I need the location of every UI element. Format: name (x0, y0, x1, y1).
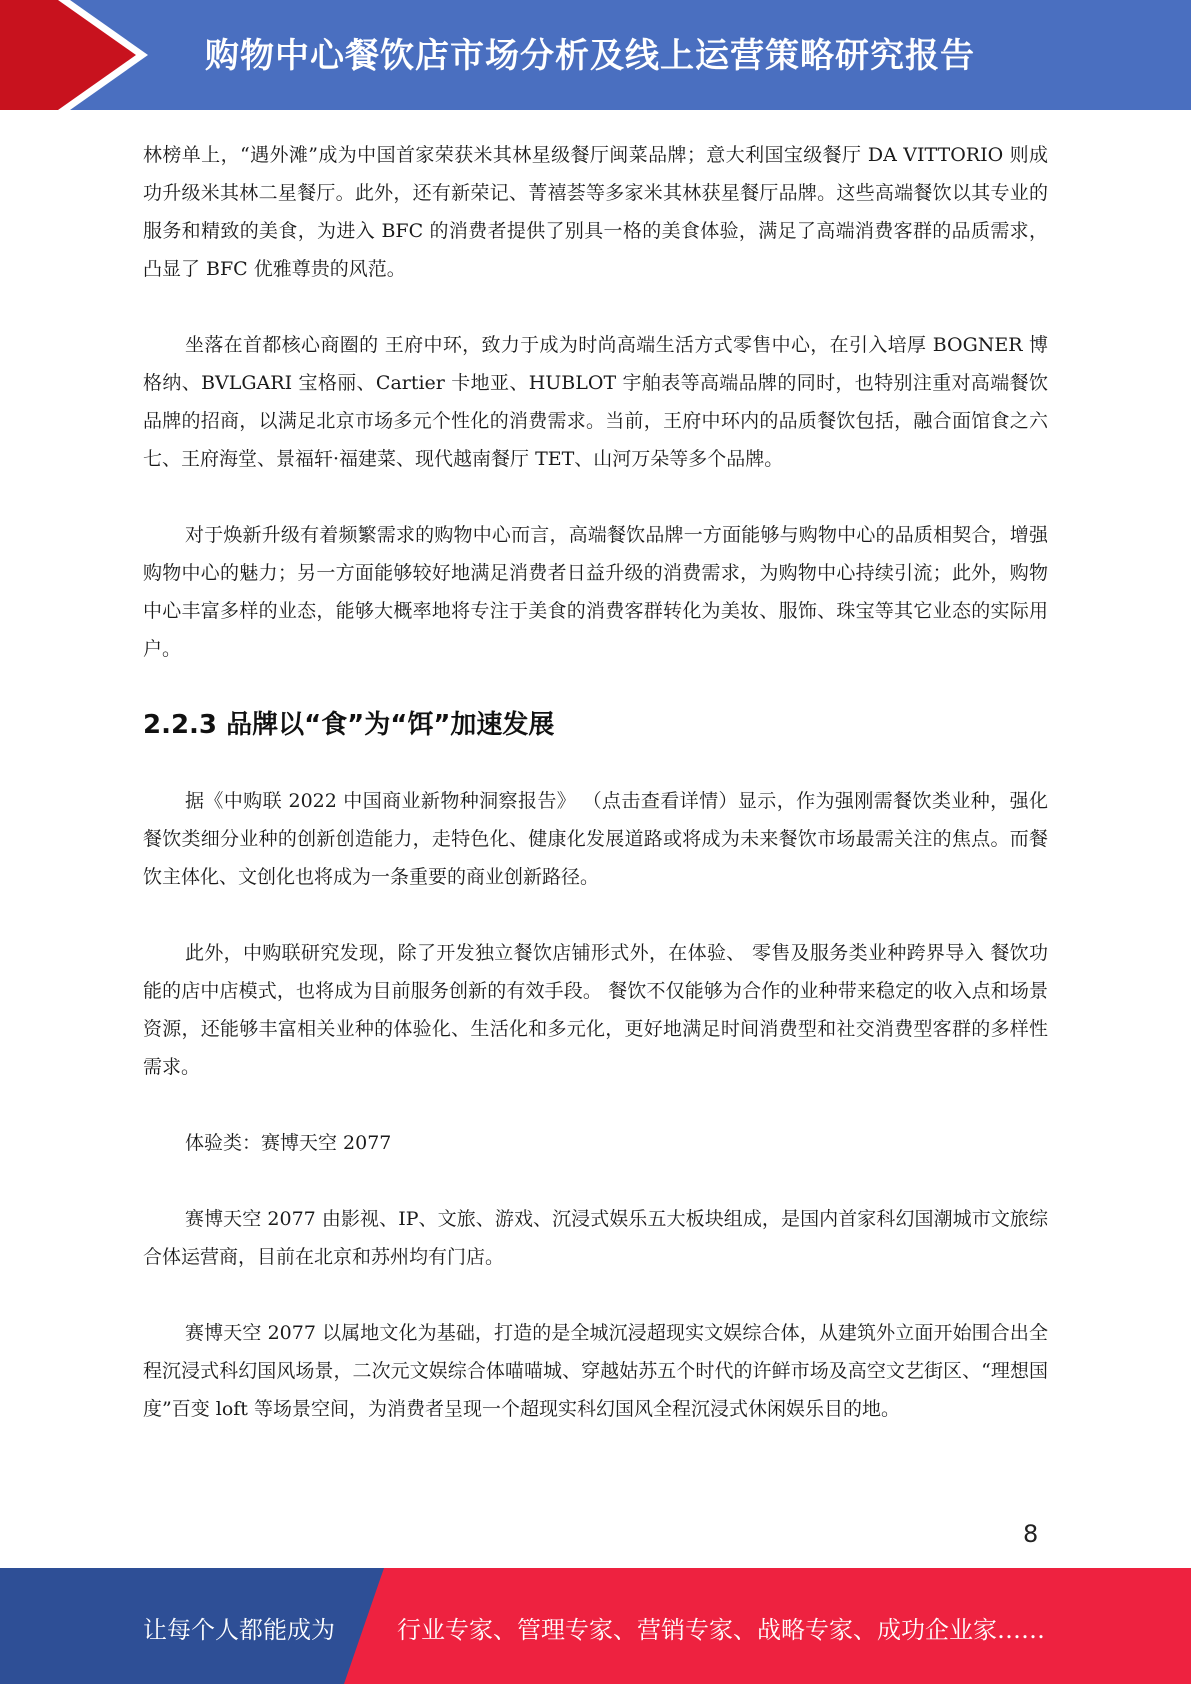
section-heading: 2.2.3 品牌以“食”为“饵”加速发展 (143, 710, 555, 740)
paragraph-report-insight: 据《中购联 2022 中国商业新物种洞察报告》 （点击查看详情）显示，作为强刚需餐饮类业种，强化餐饮类细分业种的创新创造能力，走特色化、健康化发展道路或将成为未来餐饮市场最需关注的焦点。而餐饮主体化、文创化也将成为一条重要的商业创新路径。 (143, 790, 1048, 888)
paragraph-cyber-sky-detail: 赛博天空 2077 以属地文化为基础，打造的是全城沉浸超现实文娱综合体，从建筑外立面开始围合出全程沉浸式科幻国风场景，二次元文娱综合体喵喵城、穿越姑苏五个时代的许鲜市场及高空文艺街区、“理想国度”百变 loft 等场景空间，为消费者呈现一个超现实科幻国风全程沉浸式休闲娱乐目的地。 (143, 1322, 1048, 1420)
paragraph-bfc-dining: 林榜单上，“遇外滩”成为中国首家荣获米其林星级餐厅闽菜品牌；意大利国宝级餐厅 DA VITTORIO 则成功升级米其林二星餐厅。此外，还有新荣记、菁禧荟等多家米其林获星餐厅品牌。这些高端餐饮以其专业的服务和精致的美食，为进入 BFC 的消费者提供了别具一格的美食体验，满足了高端消费客群的品质需求，凸显了 BFC 优雅尊贵的风范。 (143, 144, 1048, 280)
page-footer (0, 1568, 1191, 1684)
paragraph-experience-label: 体验类：赛博天空 2077 (185, 1132, 392, 1154)
page-header (0, 0, 1191, 110)
document-body (143, 136, 1048, 1466)
paragraph-mall-upgrade: 对于焕新升级有着频繁需求的购物中心而言，高端餐饮品牌一方面能够与购物中心的品质相契合，增强购物中心的魅力；另一方面能够较好地满足消费者日益升级的消费需求，为购物中心持续引流；此外，购物中心丰富多样的业态，能够大概率地将专注于美食的消费客群转化为美妆、服饰、珠宝等其它业态的实际用户。 (143, 524, 1048, 660)
footer-slogan-right: 行业专家、管理专家、营销专家、战略专家、成功企业家…… (397, 1616, 1045, 1644)
footer-slogan-left: 让每个人都能成为 (143, 1616, 335, 1644)
paragraph-cyber-sky-intro: 赛博天空 2077 由影视、IP、文旅、游戏、沉浸式娱乐五大板块组成，是国内首家科幻国潮城市文旅综合体运营商，目前在北京和苏州均有门店。 (143, 1208, 1048, 1268)
page-number: 8 (1023, 1520, 1039, 1548)
paragraph-wangfu-central: 坐落在首都核心商圈的 王府中环，致力于成为时尚高端生活方式零售中心，在引入培厚 BOGNER 博格纳、BVLGARI 宝格丽、Cartier 卡地亚、HUBLOT 宇舶表等高端品牌的同时，也特别注重对高端餐饮品牌的招商，以满足北京市场多元个性化的消费需求。当前，王府中环内的品质餐饮包括，融合面馆食之六七、王府海堂、景福轩·福建菜、现代越南餐厅 TET、山河万朵等多个品牌。 (143, 334, 1048, 470)
report-title: 购物中心餐饮店市场分析及线上运营策略研究报告 (205, 36, 975, 76)
paragraph-store-in-store: 此外，中购联研究发现，除了开发独立餐饮店铺形式外，在体验、 零售及服务类业种跨界导入 餐饮功能的店中店模式，也将成为目前服务创新的有效手段。 餐饮不仅能够为合作的业种带来稳定的收入点和场景资源，还能够丰富相关业种的体验化、生活化和多元化，更好地满足时间消费型和社交消费型客群的多样性需求。 (143, 942, 1048, 1078)
header-arrow-icon (0, 0, 160, 110)
